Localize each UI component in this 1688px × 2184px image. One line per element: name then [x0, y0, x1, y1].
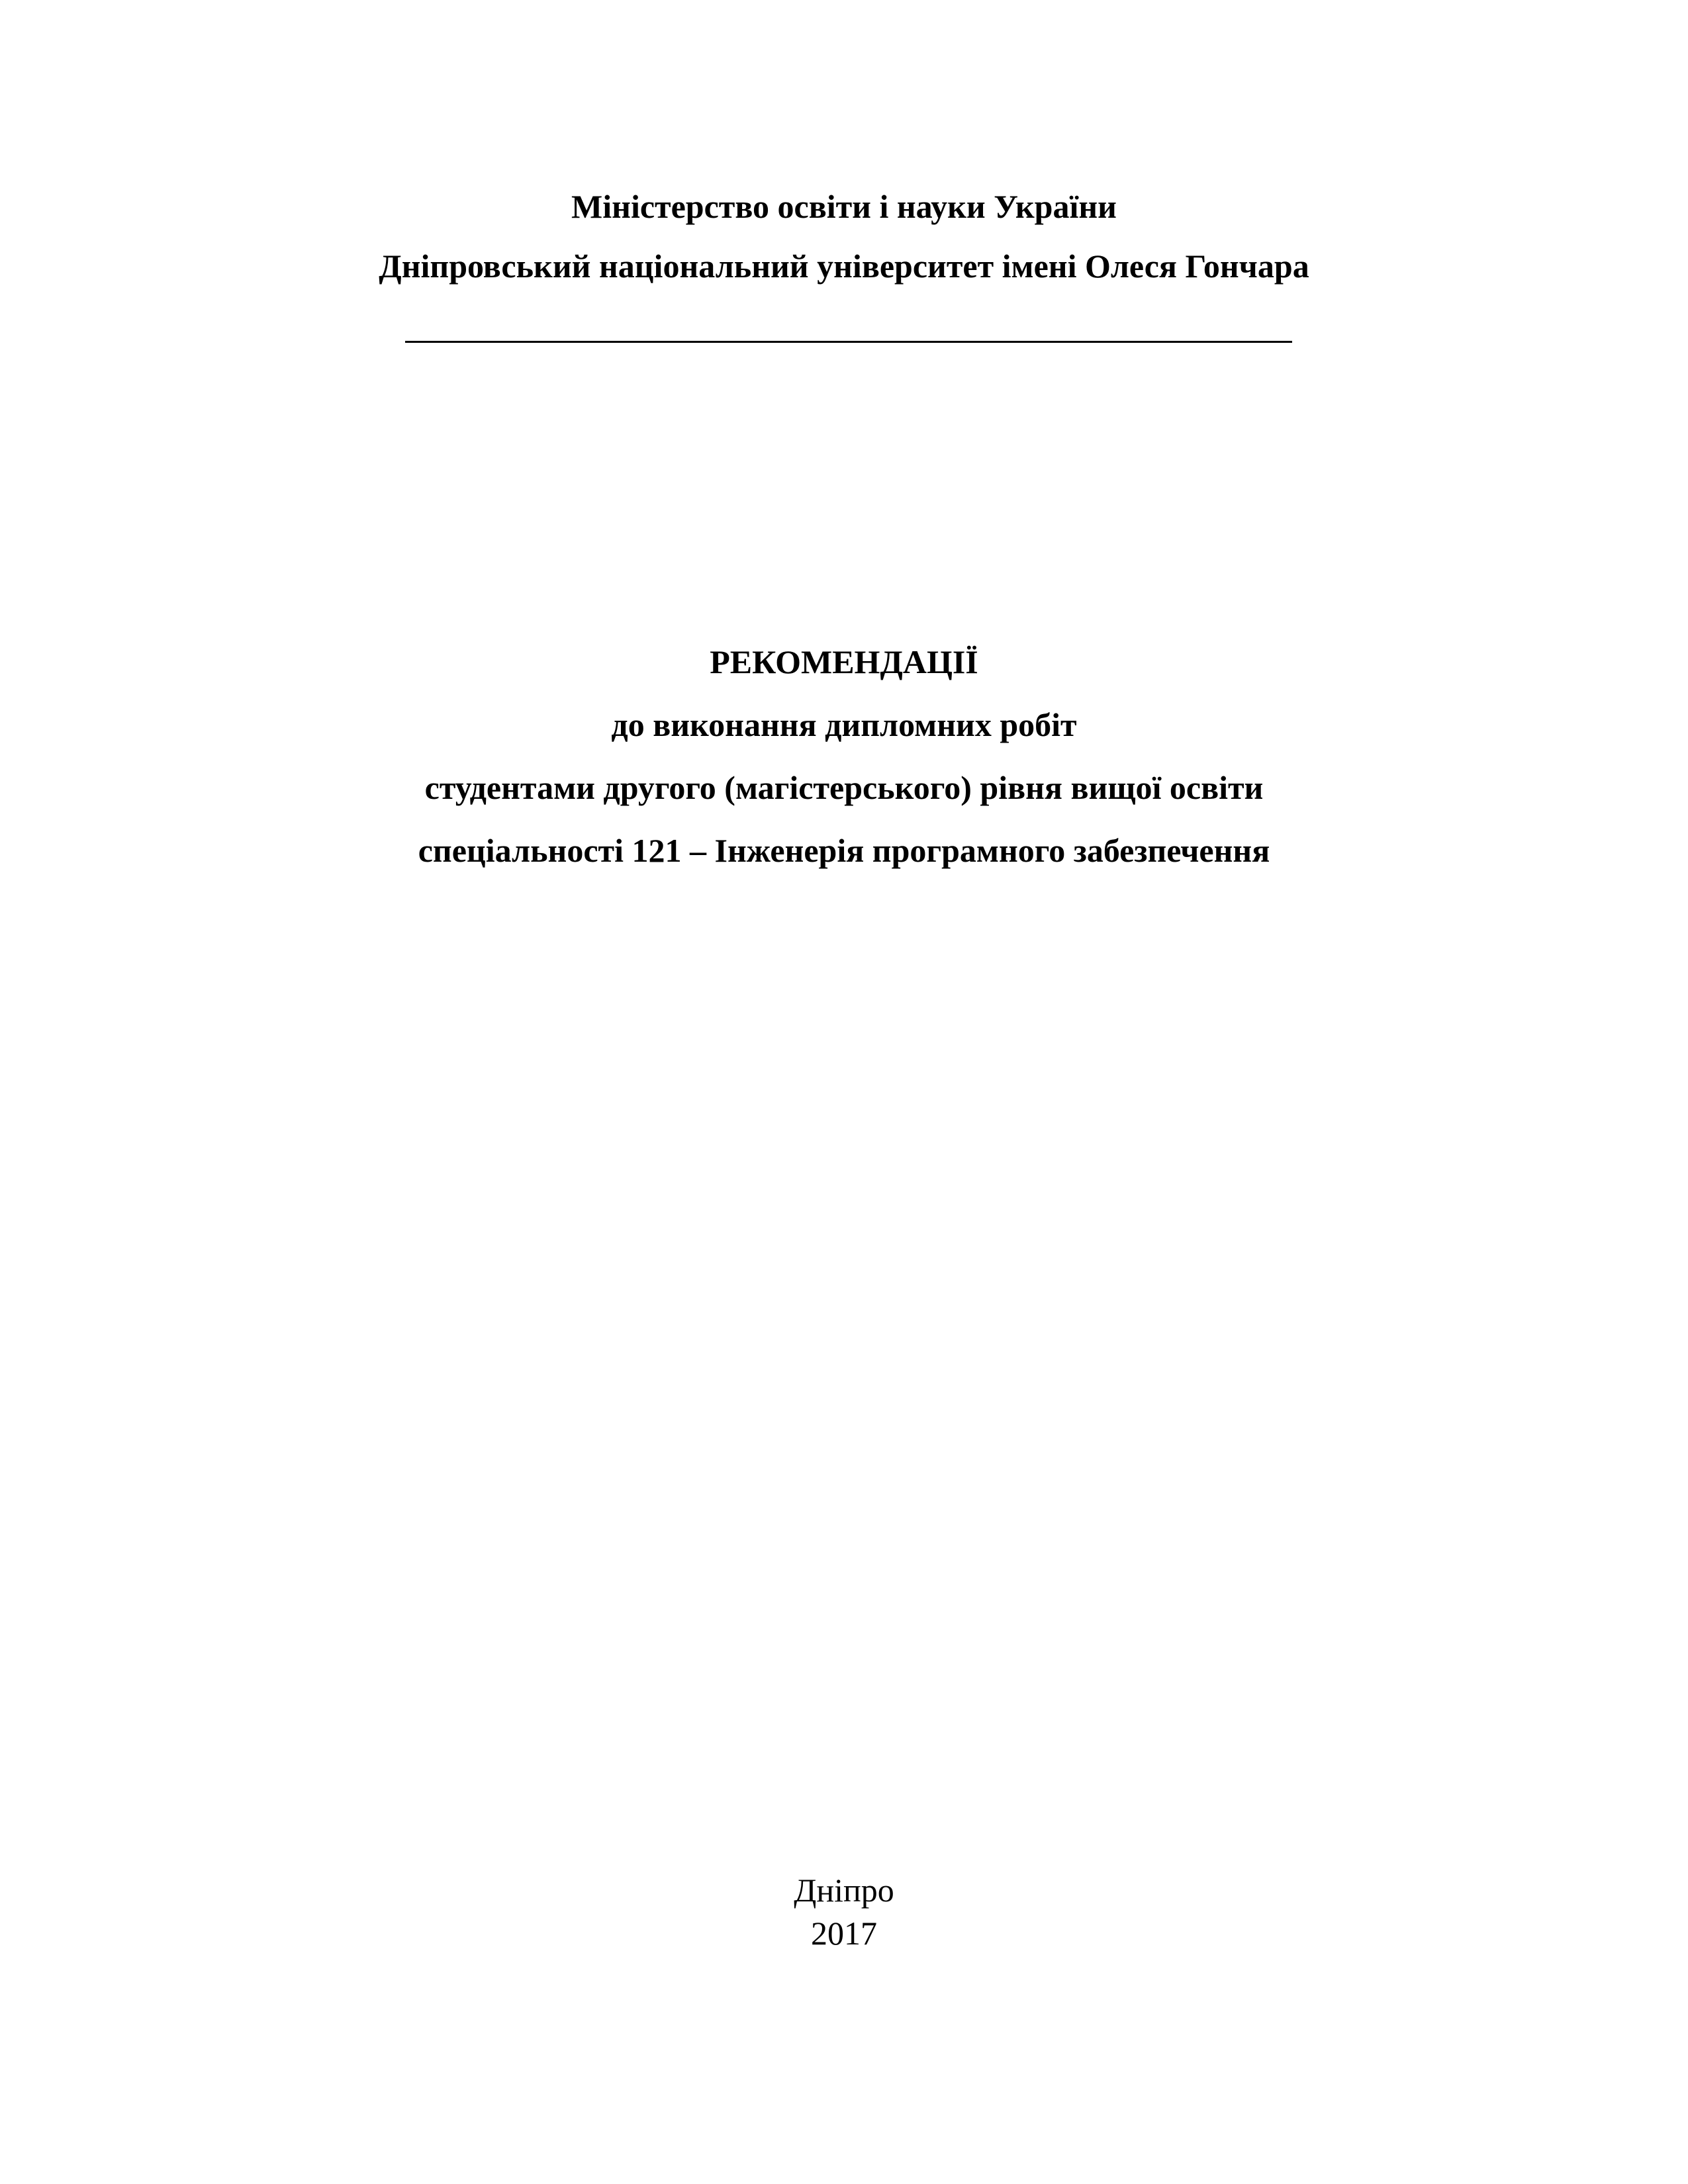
subtitle-line: спеціальності 121 – Інженерія програмного забезпечення: [418, 832, 1270, 869]
university-heading: Дніпровський національний університет імені Олеся Гончара: [379, 248, 1309, 285]
year-label: 2017: [811, 1915, 877, 1952]
subtitle-line: до виконання дипломних робіт: [611, 706, 1077, 743]
document-title: РЕКОМЕНДАЦІЇ: [710, 643, 978, 680]
subtitle-line: студентами другого (магістерського) рівня вищої освіти: [424, 769, 1264, 806]
header-divider: [405, 341, 1292, 343]
ministry-heading: Міністерство освіти і науки України: [571, 188, 1117, 225]
city-label: Дніпро: [794, 1872, 894, 1909]
